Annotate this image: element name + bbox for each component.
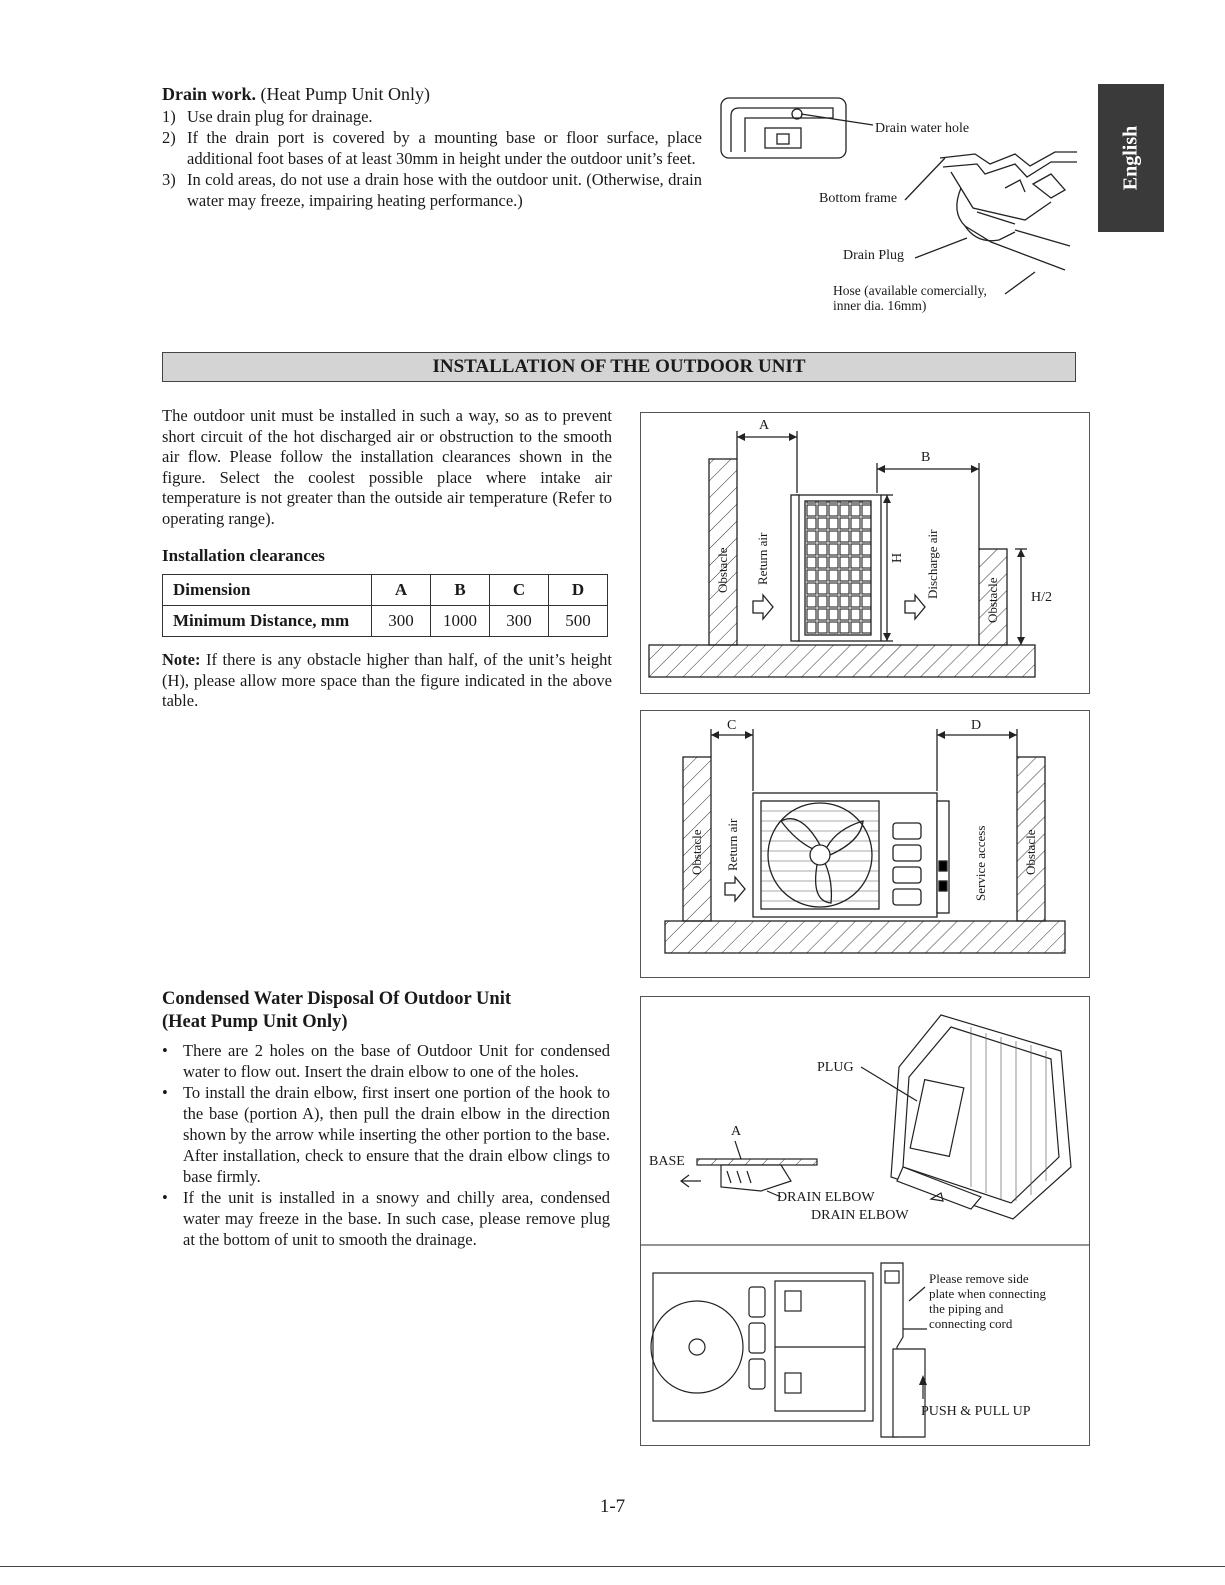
obstacle-left-label: Obstacle: [689, 829, 704, 875]
side-plate-note-line3: the piping and: [929, 1301, 1004, 1316]
note-paragraph: [162, 650, 612, 712]
condensed-title-line2: (Heat Pump Unit Only): [162, 1012, 348, 1032]
table-cell: 1000: [431, 606, 490, 637]
table-cell: 300: [372, 606, 431, 637]
list-text: If the drain port is covered by a mounting base or floor surface, place additional foot bases of at least 30mm in height under the outdoor unit’s feet.: [187, 128, 702, 168]
clearances-title: Installation clearances: [162, 546, 325, 565]
dimension-h2-label: H/2: [1031, 590, 1052, 605]
portion-a-label: A: [731, 1124, 742, 1139]
discharge-air-label: Discharge air: [925, 529, 940, 599]
return-air-label: Return air: [725, 818, 740, 871]
hose-label-line1: Hose (available comercially,: [833, 283, 987, 298]
dimension-c-label: C: [727, 718, 737, 733]
bottom-frame-label: Bottom frame: [819, 191, 898, 206]
table-cell: C: [490, 575, 549, 606]
list-number: 3): [162, 170, 176, 189]
list-item: • If the unit is installed in a snowy and chilly area, condensed water may freeze in the base. In such case, please remove plug at the bottom of unit to smooth the drainage.: [162, 1187, 610, 1250]
obstacle-left-label: Obstacle: [715, 547, 730, 593]
section-header: INSTALLATION OF THE OUTDOOR UNIT: [162, 352, 1076, 382]
list-text: In cold areas, do not use a drain hose with the outdoor unit. (Otherwise, drain water may freeze, impairing heating performance.): [187, 170, 702, 210]
table-cell: Minimum Distance, mm: [163, 606, 372, 637]
drain-plug-label: Drain Plug: [843, 248, 905, 263]
table-cell: 300: [490, 606, 549, 637]
clearance-table: [162, 574, 608, 637]
front-clearance-figure: [640, 710, 1090, 978]
drain-plug-figure: [715, 92, 1095, 322]
table-row: [163, 575, 608, 606]
dimension-a-label: A: [759, 418, 770, 433]
return-air-label: Return air: [755, 532, 770, 585]
language-tab-label: English: [1119, 125, 1142, 191]
condensed-title-line1: Condensed Water Disposal Of Outdoor Unit: [162, 989, 511, 1009]
dimension-d-label: D: [971, 718, 982, 733]
list-item: • To install the drain elbow, first insert one portion of the hook to the base (portion A), then pull the drain elbow in the direction shown by the arrow while inserting the other portion to the base. After installation, check to ensure that the drain elbow clings to base firmly.: [162, 1082, 610, 1187]
side-plate-note-line1: Please remove side: [929, 1271, 1029, 1286]
condensed-water-list: [162, 1040, 610, 1250]
list-text: Use drain plug for drainage.: [187, 107, 373, 126]
side-clearance-figure: [640, 412, 1090, 694]
dimension-h-label: H: [890, 552, 905, 563]
drain-work-title-rest: (Heat Pump Unit Only): [256, 84, 430, 104]
drain-elbow-label-2: DRAIN ELBOW: [811, 1208, 909, 1223]
drain-elbow-label-1: DRAIN ELBOW: [777, 1190, 875, 1205]
push-pull-up-label: PUSH & PULL UP: [921, 1404, 1031, 1419]
side-plate-note-line2: plate when connecting: [929, 1286, 1046, 1301]
list-number: 2): [162, 128, 176, 147]
plug-label: PLUG: [817, 1060, 854, 1075]
obstacle-right-label: Obstacle: [1023, 829, 1038, 875]
hose-label-line2: inner dia. 16mm): [833, 298, 927, 313]
drain-work-list: [162, 106, 702, 211]
page-number: 1-7: [599, 1496, 626, 1517]
drain-elbow-figure: [640, 996, 1090, 1446]
dimension-b-label: B: [921, 450, 931, 465]
note-text: If there is any obstacle higher than half, of the unit’s height (H), please allow more space than the figure indicated in the above table.: [162, 650, 612, 710]
list-item: [162, 169, 702, 211]
intro-paragraph: The outdoor unit must be installed in such a way, so as to prevent short circuit of the hot discharged air or obstruction to the smooth air flow. Please follow the installation clearances shown in the figure. Select the coolest possible place where intake air temperature is not greater than the outside air temperature (Refer to operating range).: [162, 406, 612, 528]
obstacle-right-label: Obstacle: [985, 577, 1000, 623]
condensed-water-title: [162, 988, 511, 1034]
language-tab: [1098, 84, 1164, 232]
table-cell: D: [549, 575, 608, 606]
list-item: [162, 127, 702, 169]
service-access-label: Service access: [973, 825, 988, 901]
side-plate-note-line4: connecting cord: [929, 1316, 1013, 1331]
note-label: Note:: [162, 650, 201, 669]
list-item: • There are 2 holes on the base of Outdoor Unit for condensed water to flow out. Insert the drain elbow to one of the holes.: [162, 1040, 610, 1082]
drain-work-title: [162, 84, 430, 105]
drain-water-hole-label: Drain water hole: [875, 121, 970, 136]
table-cell: A: [372, 575, 431, 606]
list-item: [162, 106, 702, 127]
table-cell: 500: [549, 606, 608, 637]
base-label: BASE: [649, 1154, 685, 1169]
table-cell: B: [431, 575, 490, 606]
table-cell: Dimension: [163, 575, 372, 606]
drain-work-title-bold: Drain work.: [162, 84, 256, 104]
list-number: 1): [162, 107, 176, 126]
bottom-rule: [0, 1566, 1225, 1567]
table-row: [163, 606, 608, 637]
